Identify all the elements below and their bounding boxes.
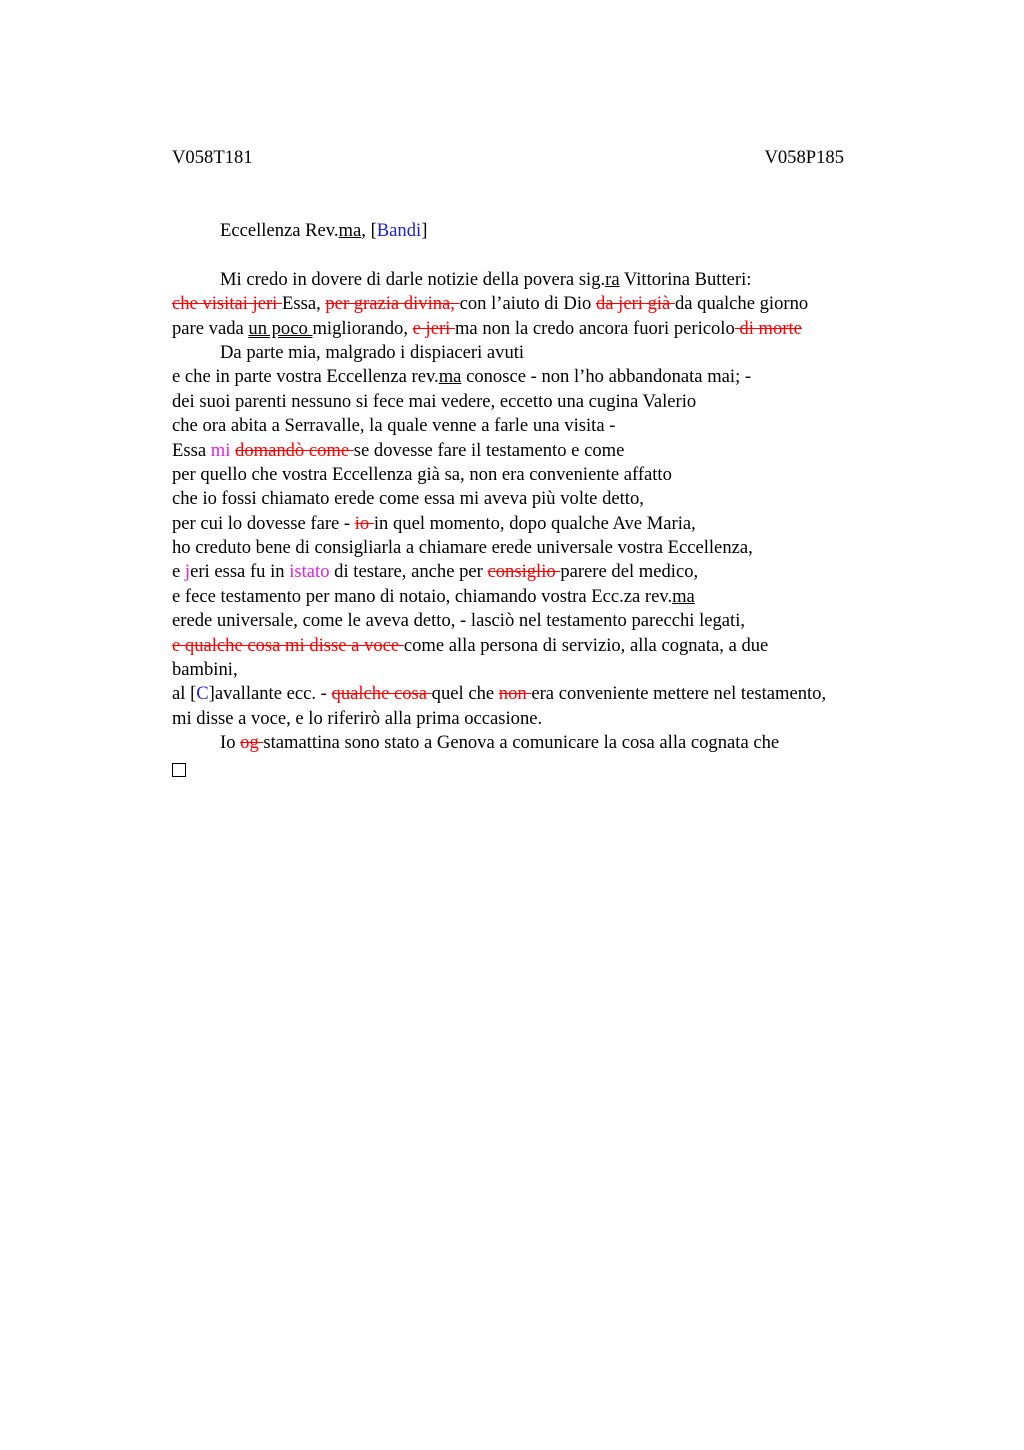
text-span: Vittorina Butteri: [619, 268, 752, 290]
text-line-13 [172, 560, 912, 584]
text-span: e [172, 561, 185, 583]
text-span: e fece testamento per mano di notaio, chiamando vostra Ecc.za rev. [172, 585, 673, 607]
text-line-19: mi disse a voce, e lo riferirò alla prima occasione. [172, 707, 543, 729]
text-span: ]avallante ecc. - [208, 683, 332, 705]
text-span: migliorando, [312, 317, 413, 339]
text-span: pare vada [172, 317, 249, 339]
deleted-text: di morte [734, 317, 802, 339]
text-line-11 [172, 512, 912, 536]
text-line-15: erede universale, come le aveva detto, - lasciò nel testamento parecchi legati, [172, 610, 746, 632]
text-line-5 [172, 365, 912, 389]
salutation-separator: , [ [361, 220, 377, 241]
text-line-17: bambini, [172, 659, 238, 681]
text-span: al [ [172, 683, 197, 705]
deleted-text: non [498, 683, 532, 705]
text-line-12: ho creduto bene di consigliarla a chiamare erede universale vostra Eccellenza, [172, 537, 753, 559]
text-span: se dovesse fare il testamento e come [353, 439, 625, 461]
text-span: per cui lo dovesse fare - [172, 512, 355, 534]
text-span: parere del medico, [560, 561, 699, 583]
text-line-3 [172, 317, 912, 341]
text-span: era conveniente mettere nel testamento, [531, 683, 827, 705]
text-span: Essa [172, 439, 211, 461]
text-span: Io [220, 732, 241, 754]
inserted-text: istato [289, 561, 330, 583]
text-span: con l’aiuto di Dio [459, 293, 596, 315]
editorial-letter: C [196, 683, 209, 705]
text-span: e che in parte vostra Eccellenza rev. [172, 366, 439, 388]
inserted-text: mi [210, 439, 231, 461]
deleted-text: e jeri [412, 317, 455, 339]
deleted-text: io [354, 512, 374, 534]
abbreviation: ma [438, 366, 462, 388]
deleted-text: e qualche cosa mi disse a voce [172, 634, 404, 656]
text-line-1 [172, 268, 912, 292]
deleted-text: consiglio [487, 561, 561, 583]
text-line-4: Da parte mia, malgrado i dispiaceri avuti [220, 341, 525, 363]
salutation-abbreviation: ma [338, 220, 362, 241]
document-code-right: V058P185 [764, 147, 844, 168]
double-underlined-text: un poco [248, 317, 313, 339]
text-span: Mi credo in dovere di darle notizie della povera sig. [220, 268, 606, 290]
deleted-text: per grazia divina, [325, 293, 460, 315]
text-line-8 [172, 439, 912, 463]
text-span: eri essa fu in [190, 561, 290, 583]
deleted-text: che visitai jeri [172, 293, 282, 315]
deleted-text: og [240, 732, 264, 754]
text-span: Essa, [281, 293, 326, 315]
text-span: in quel momento, dopo qualche Ave Maria, [373, 512, 696, 534]
text-line-9: per quello che vostra Eccellenza già sa, non era conveniente affatto [172, 463, 672, 485]
text-span: ma non la credo ancora fuori pericolo [454, 317, 735, 339]
text-span: come alla persona di servizio, alla cognata, a due [403, 634, 769, 656]
text-line-16 [172, 634, 912, 658]
continuation-box-line [172, 756, 912, 780]
deleted-text: domandò come [235, 439, 354, 461]
text-line-14 [172, 585, 912, 609]
page-header [172, 145, 844, 171]
text-line-18 [172, 682, 912, 706]
text-span: quel che [431, 683, 499, 705]
editorial-name: Bandi [376, 220, 422, 241]
text-span: da qualche giorno [674, 293, 809, 315]
letter-body [172, 219, 912, 780]
text-span: stamattina sono stato a Genova a comunicare la cosa alla cognata che [263, 732, 780, 754]
abbreviation: ma [672, 585, 695, 607]
inserted-text: j [184, 561, 191, 583]
deleted-text: qualche cosa [331, 683, 432, 705]
salutation [172, 219, 912, 243]
text-line-20 [172, 731, 912, 755]
empty-box-icon [172, 763, 186, 777]
document-page [172, 0, 912, 1450]
text-span: conosce - non l’ho abbandonata mai; - [461, 366, 752, 388]
text-line-7: che ora abita a Serravalle, la quale venne a farle una visita - [172, 415, 616, 437]
deleted-text: da jeri già [595, 293, 675, 315]
salutation-bracket-close: ] [421, 220, 428, 241]
text-line-6: dei suoi parenti nessuno si fece mai vedere, eccetto una cugina Valerio [172, 390, 697, 412]
text-line-10: che io fossi chiamato erede come essa mi aveva più volte detto, [172, 488, 644, 510]
text-line-2 [172, 292, 912, 316]
paragraph-gap [172, 243, 912, 267]
salutation-text: Eccellenza Rev. [220, 220, 339, 241]
abbreviation: ra [605, 268, 620, 290]
document-code-left: V058T181 [172, 147, 253, 168]
text-span: di testare, anche per [329, 561, 488, 583]
